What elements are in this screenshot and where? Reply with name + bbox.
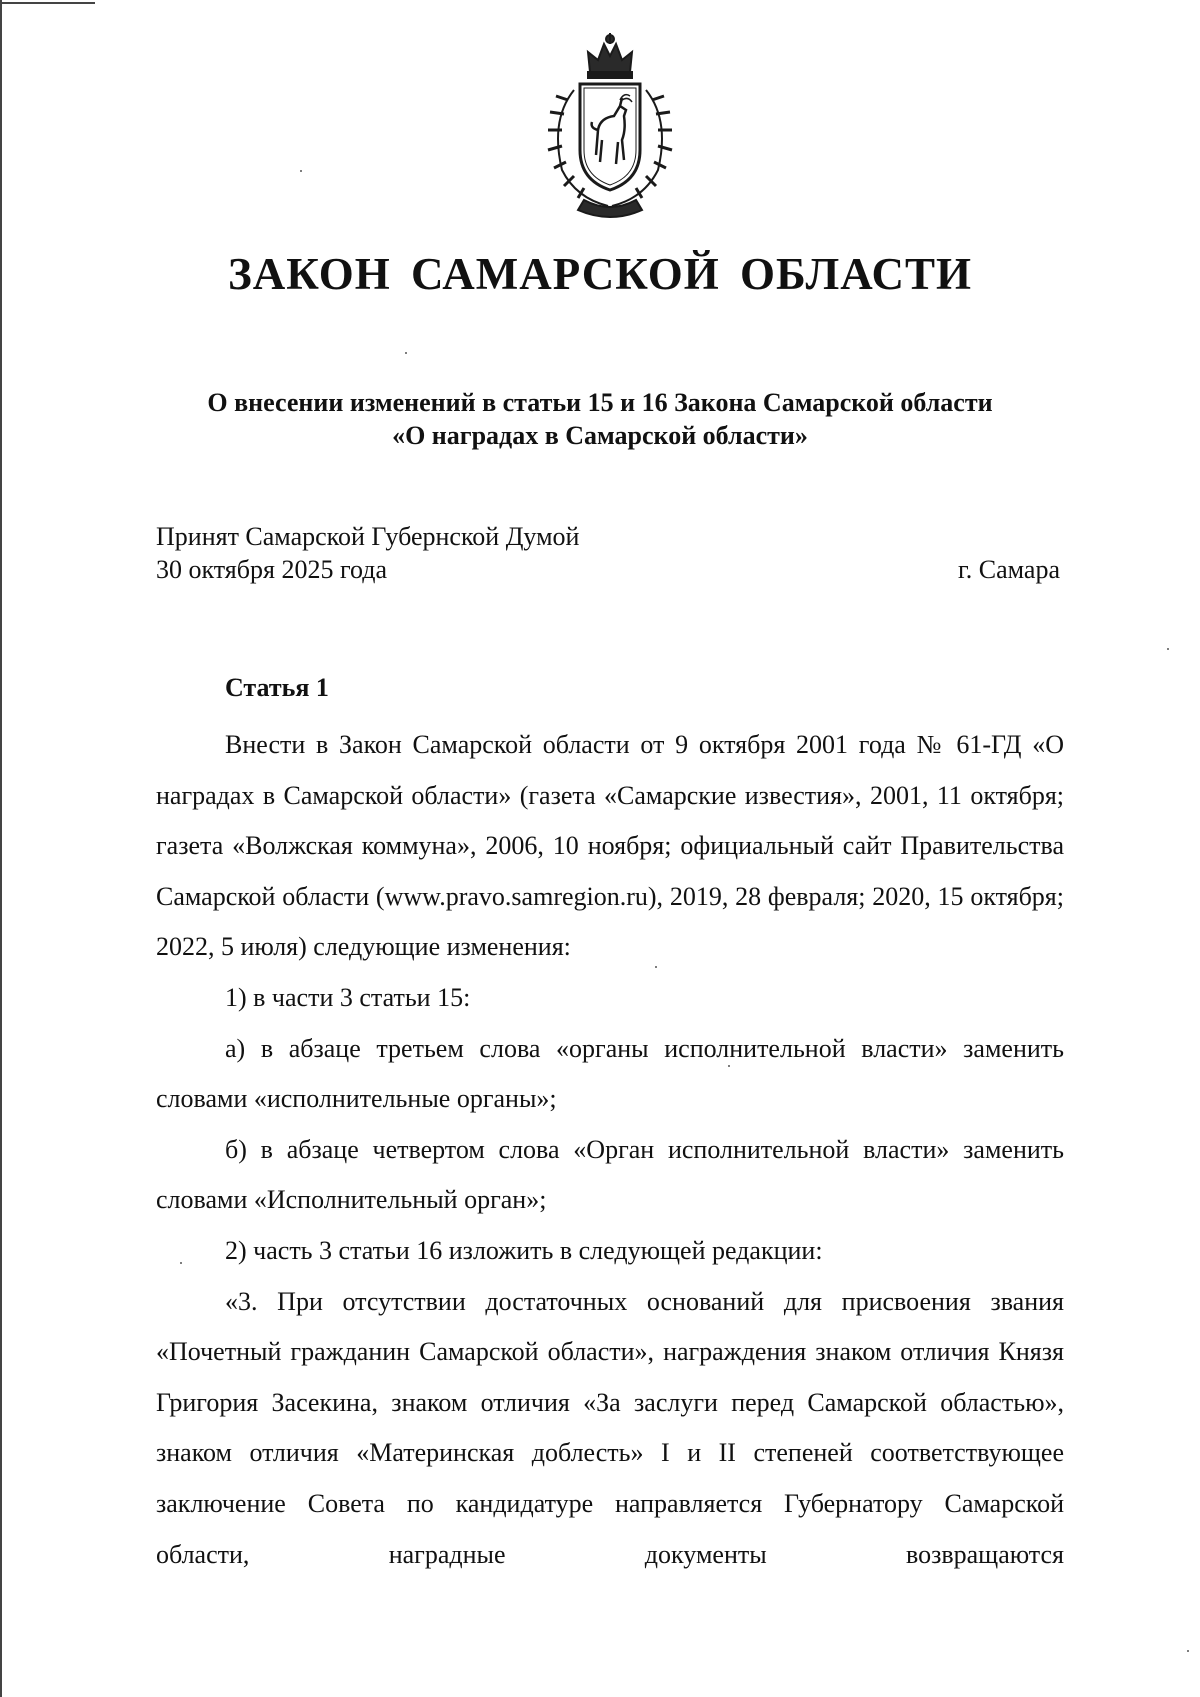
scan-speck [655,966,657,968]
article-body [156,720,1064,1580]
paragraph: 2) часть 3 статьи 16 изложить в следующей редакции: [225,1235,823,1265]
coat-of-arms-icon [528,30,692,220]
adoption-date: 30 октября 2025 года [156,555,387,584]
scan-speck [1167,648,1169,650]
paragraph: «3. При отсутствии достаточных оснований для присвоения звания «Почетный гражданин Самарской области», награждения знаком отличия Князя Григория Засекина, знаком отличия «За заслуги перед Самарской областью», знаком отличия «Материнская доблесть» I и II степеней соответствующее заключение Совета по кандидатуре направляется Губернатору Самарской области, наградные документы возвращаются [156,1286,1064,1569]
paragraph: а) в абзаце третьем слова «органы исполнительной власти» заменить словами «исполнительные органы»; [156,1033,1064,1114]
paragraph: б) в абзаце четвертом слова «Орган исполнительной власти» заменить словами «Исполнительный орган»; [156,1134,1064,1215]
law-title: ЗАКОН САМАРСКОЙ ОБЛАСТИ [228,249,972,299]
scan-speck [405,352,407,354]
city: г. Самара [958,555,1060,584]
scan-border-top [0,2,95,4]
article-heading: Статья 1 [225,673,329,702]
law-subtitle [0,386,1200,452]
subtitle-line-2: «О наградах в Самарской области» [392,421,808,450]
scan-speck [1187,1650,1189,1652]
scan-speck [180,1262,182,1264]
adoption-info [156,520,579,586]
paragraph: 1) в части 3 статьи 15: [225,982,471,1012]
scan-speck [728,1065,730,1067]
paragraph: Внести в Закон Самарской области от 9 октября 2001 года № 61-ГД «О наградах в Самарской области» (газета «Самарские известия», 2001, 11 октября; газета «Волжская коммуна», 2006, 10 ноября; официальный сайт Правительства Самарской области (www.pravo.samregion.ru), 2019, 28 февраля; 2020, 15 октября; 2022, 5 июля) следующие изменения: [156,730,1064,962]
subtitle-line-1: О внесении изменений в статьи 15 и 16 Закона Самарской области [207,388,993,417]
scan-speck [300,170,302,172]
adopted-by: Принят Самарской Губернской Думой [156,522,580,551]
